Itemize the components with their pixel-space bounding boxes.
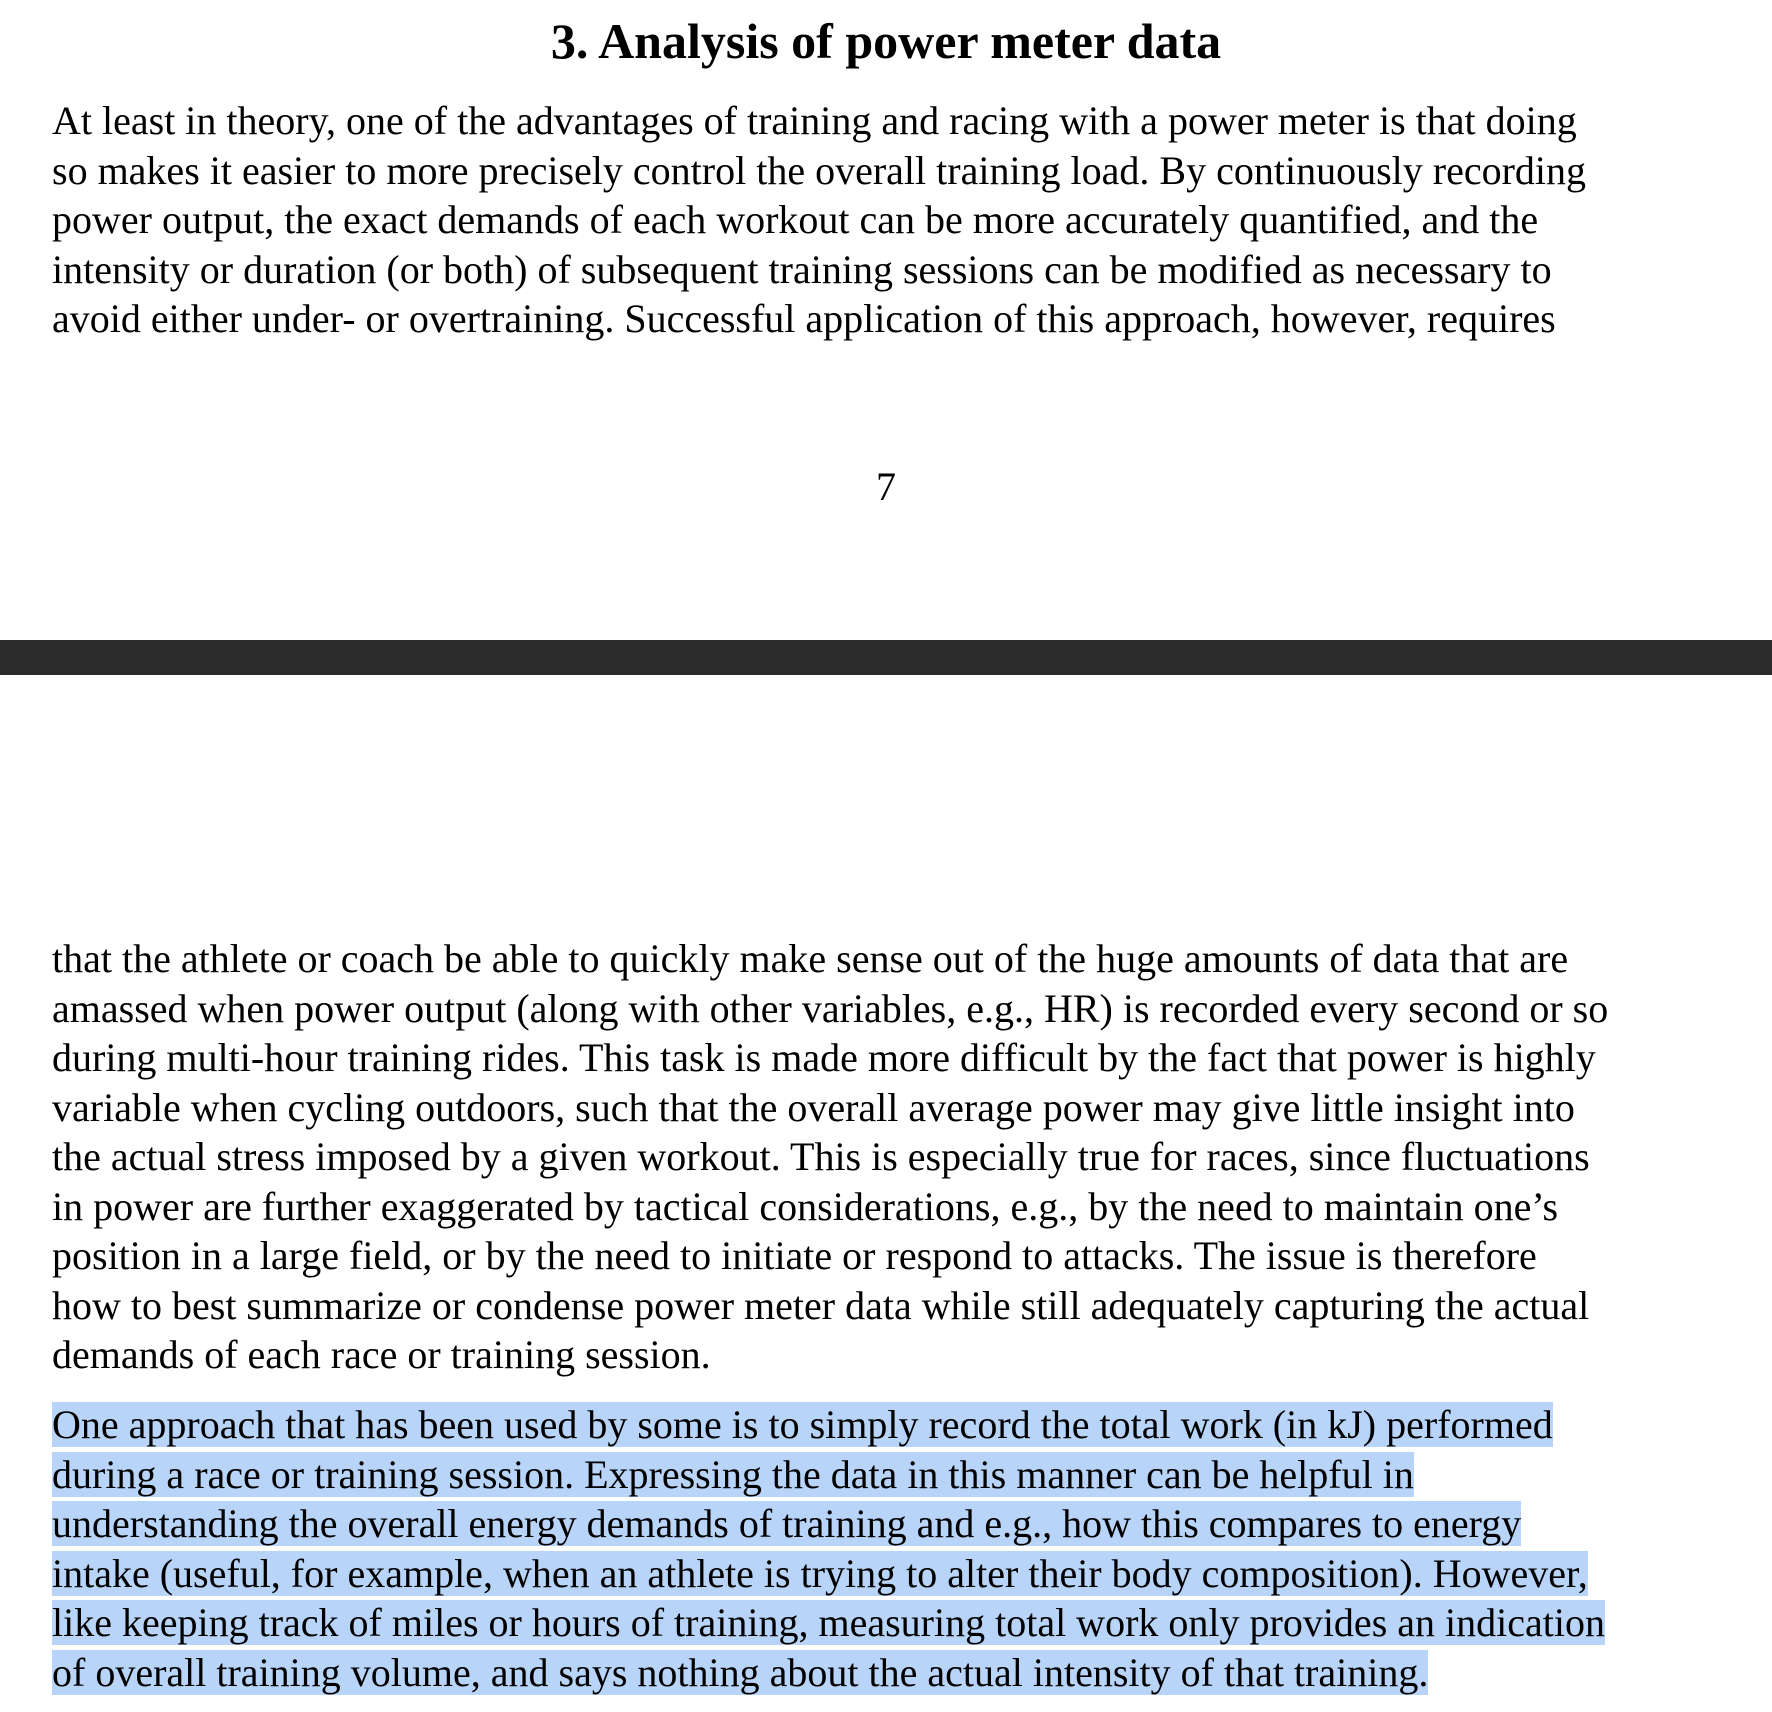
page-number: 7 (876, 464, 896, 509)
text-line: avoid either under- or overtraining. Successful application of this approach, however, requires (52, 296, 1556, 341)
selected-text-line[interactable] (52, 1549, 1752, 1599)
text-line: intensity or duration (or both) of subsequent training sessions can be modified as necessary to (52, 246, 1552, 292)
selection-highlight[interactable]: like keeping track of miles or hours of training, measuring total work only provides an indication (52, 1600, 1605, 1645)
paragraph-selected[interactable] (52, 1400, 1752, 1697)
page-divider (0, 640, 1772, 675)
selection-highlight[interactable]: understanding the overall energy demands of training and e.g., how this compares to energy (52, 1501, 1522, 1546)
text-line: during multi-hour training rides. This task is made more difficult by the fact that power is highly (52, 1035, 1596, 1080)
text-line: the actual stress imposed by a given workout. This is especially true for races, since fluctuations (52, 1134, 1590, 1179)
selected-text-line[interactable] (52, 1598, 1752, 1648)
selection-highlight[interactable]: of overall training volume, and says nothing about the actual intensity of that training. (52, 1649, 1429, 1695)
text-line: that the athlete or coach be able to quickly make sense out of the huge amounts of data that are (52, 936, 1569, 981)
selected-text-line[interactable] (52, 1499, 1752, 1549)
text-line: so makes it easier to more precisely control the overall training load. By continuously recording (52, 147, 1587, 193)
selection-highlight[interactable]: during a race or training session. Expressing the data in this manner can be helpful in (52, 1451, 1414, 1497)
text-line: position in a large field, or by the need to initiate or respond to attacks. The issue is therefore (52, 1233, 1537, 1278)
document-page-upper (0, 0, 1772, 640)
text-line: in power are further exaggerated by tactical considerations, e.g., by the need to maintain one’s (52, 1183, 1559, 1229)
text-line: power output, the exact demands of each workout can be more accurately quantified, and the (52, 197, 1539, 242)
selected-text-line[interactable] (52, 1648, 1752, 1698)
paragraph-intro (52, 96, 1752, 344)
selected-text-line[interactable] (52, 1450, 1752, 1500)
section-heading: 3. Analysis of power meter data (550, 13, 1222, 69)
selected-text-line[interactable] (52, 1400, 1752, 1450)
paragraph-continued (52, 934, 1752, 1380)
text-line: variable when cycling outdoors, such that the overall average power may give little insight into (52, 1084, 1575, 1130)
selection-highlight[interactable]: intake (useful, for example, when an athlete is trying to alter their body composition). However, (52, 1550, 1588, 1596)
text-line: demands of each race or training session. (52, 1332, 711, 1377)
text-line: how to best summarize or condense power meter data while still adequately capturing the actual (52, 1282, 1590, 1328)
selection-highlight[interactable]: One approach that has been used by some is to simply record the total work (in kJ) performed (52, 1402, 1553, 1447)
text-line: amassed when power output (along with other variables, e.g., HR) is recorded every second or so (52, 985, 1609, 1031)
text-line: At least in theory, one of the advantages of training and racing with a power meter is that doing (52, 98, 1577, 143)
